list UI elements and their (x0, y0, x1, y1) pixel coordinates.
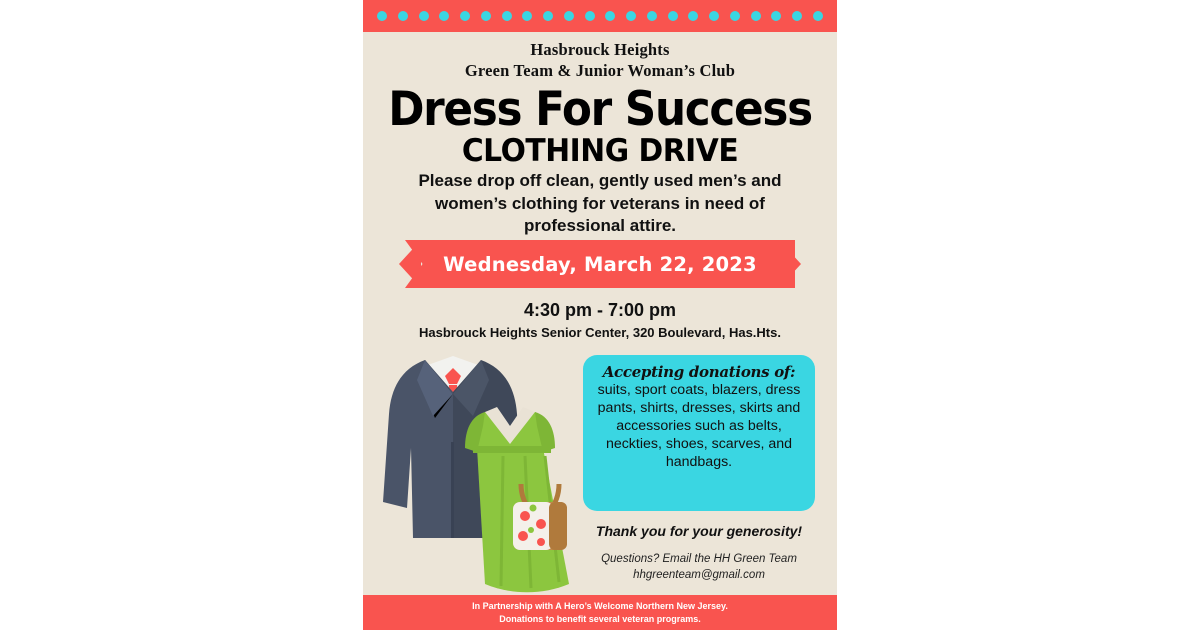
donations-heading: Accepting donations of: (602, 363, 796, 381)
dress-icon (465, 407, 569, 592)
organization-header (363, 40, 837, 81)
ribbon-date-text: Wednesday, March 22, 2023 (443, 252, 757, 276)
contact-prompt: Questions? Email the HH Green Team (601, 553, 797, 565)
decorative-dot (730, 11, 740, 21)
decorative-dot (564, 11, 574, 21)
poster-description: Please drop off clean, gently used men’s and women’s clothing for veterans in need of professional attire. (418, 171, 782, 236)
decorative-dot (481, 11, 491, 21)
footer-line-1: In Partnership with A Hero’s Welcome Northern New Jersey. (472, 601, 728, 612)
donations-box (583, 355, 815, 511)
decorative-dot (605, 11, 615, 21)
decorative-dot (668, 11, 678, 21)
decorative-dot (751, 11, 761, 21)
poster-subtitle: CLOTHING DRIVE (461, 133, 739, 169)
footer-bar (363, 595, 837, 630)
decorative-dot (709, 11, 719, 21)
clothing-illustration (373, 352, 588, 598)
organization-line-2: Green Team & Junior Woman’s Club (464, 60, 736, 80)
donations-list: suits, sport coats, blazers, dress pants, shirts, dresses, skirts and accessories such as belts, neckties, shoes, scarves, and handbags. (597, 382, 801, 470)
contact-email[interactable]: hhgreenteam@gmail.com (633, 568, 765, 581)
decorative-dot (626, 11, 636, 21)
decorative-dot (419, 11, 429, 21)
poster-title: Dress For Success (388, 82, 812, 137)
decorative-dot (792, 11, 802, 21)
decorative-dot (813, 11, 823, 21)
flyer-poster (363, 0, 837, 630)
date-ribbon (363, 240, 837, 290)
top-decorative-bar (363, 0, 837, 32)
decorative-dot (543, 11, 553, 21)
decorative-dot (647, 11, 657, 21)
contact-info (573, 552, 825, 583)
event-time: 4:30 pm - 7:00 pm (523, 300, 677, 320)
event-venue: Hasbrouck Heights Senior Center, 320 Boulevard, Has.Hts. (419, 325, 781, 340)
decorative-dot (502, 11, 512, 21)
decorative-dot (398, 11, 408, 21)
organization-line-1: Hasbrouck Heights (530, 40, 670, 59)
decorative-dot (439, 11, 449, 21)
footer-line-2: Donations to benefit several veteran programs. (499, 613, 701, 624)
decorative-dot (460, 11, 470, 21)
decorative-dot (377, 11, 387, 21)
decorative-dot (688, 11, 698, 21)
decorative-dot (522, 11, 532, 21)
decorative-dot (585, 11, 595, 21)
dot-row (363, 0, 837, 32)
decorative-dot (771, 11, 781, 21)
thank-you-text: Thank you for your generosity! (595, 523, 803, 539)
